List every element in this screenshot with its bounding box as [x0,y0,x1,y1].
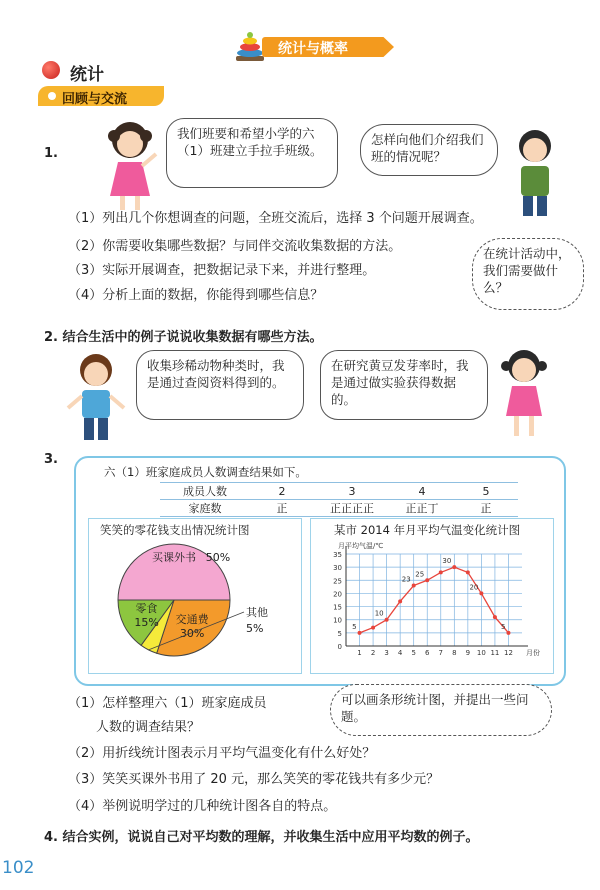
data-label: 30 [442,557,452,566]
q1-item-3: （3）实际开展调查，把数据记录下来，并进行整理。 [68,263,376,278]
data-label: 20 [469,583,479,592]
q1-left-bubble [166,118,338,188]
data-label: 5 [352,622,357,631]
x-tick-label: 5 [411,649,416,657]
q2-left-bubble-text: 收集珍稀动物种类时，我是通过查阅资料得到的。 [147,358,285,390]
y-tick-label: 10 [333,616,342,625]
q1-right-bubble-text: 怎样向他们介绍我们班的情况呢？ [371,132,484,164]
y-tick-label: 30 [333,564,342,573]
q2-right-bubble [320,350,488,420]
pie-chart-title: 笑笑的零花钱支出情况统计图 [100,523,250,537]
q3-question-4: （4）举例说明学过的几种统计图各自的特点。 [68,799,337,814]
pie-chart [100,538,300,668]
data-point [479,591,483,595]
x-tick-label: 6 [424,649,430,657]
x-tick-label: 1 [357,649,362,657]
data-point [452,565,456,569]
data-label: 5 [500,622,506,631]
x-tick-label: 12 [504,649,513,657]
pie-slice-label: 其他 [246,606,268,619]
girl-pigtails-illustration-icon [492,344,556,440]
q1-think-bubble [472,238,584,310]
q1-item-2: （2）你需要收集哪些数据？与同伴交流收集数据的方法。 [68,239,402,254]
review-tag [38,86,164,106]
data-point [385,618,389,622]
y-axis-label: 月平均气温/℃ [338,542,384,550]
table-cell: 正 [454,500,518,517]
table-cell: 2 [250,483,314,500]
q3-question-2: （2）用折线统计图表示月平均气温变化有什么好处？ [68,746,376,761]
x-tick-label: 9 [465,649,471,657]
x-tick-label: 10 [476,649,486,657]
girl-illustration-icon [96,114,166,214]
data-point [371,626,375,630]
y-tick-label: 5 [337,629,342,638]
pie-slice-percent: 15% [134,615,159,629]
x-tick-label: 2 [370,649,376,657]
q1-think-bubble-text: 在统计活动中，我们需要做什么？ [483,246,571,295]
chapter-title: 统计与概率 [278,41,348,57]
q1-number: 1. [44,146,58,161]
table-cell: 5 [454,483,518,500]
q3-question-1b: 人数的调查结果？ [96,720,201,735]
line-chart-title: 某市 2014 年月平均气温变化统计图 [334,523,521,537]
y-tick-label: 35 [333,551,342,559]
x-tick-label: 8 [452,649,457,657]
q1-item-1: （1）列出几个你想调查的问题，全班交流后，选择 3 个问题开展调查。 [68,211,483,226]
q3-question-3: （3）笑笑买课外书用了 20 元，那么笑笑的零花钱共有多少元？ [68,772,440,787]
q1-item-4: （4）分析上面的数据，你能得到哪些信息？ [68,288,324,303]
q2-text: 2. 结合生活中的例子说说收集数据有哪些方法。 [44,330,323,345]
x-tick-label: 11 [490,649,500,657]
table-cell: 正正丁 [390,500,454,517]
table-cell: 正正正正 [314,500,390,517]
data-point [398,599,402,603]
plot-area [346,554,522,646]
x-tick-label: 7 [438,649,444,657]
table-cell: 3 [314,483,390,500]
data-point [412,584,416,588]
q3-table-intro: 六（1）班家庭成员人数调查结果如下。 [104,465,307,479]
table-row-label: 成员人数 [160,483,250,500]
section-bullet-icon [42,61,60,79]
pie-slice-percent: 30% [179,626,205,640]
table-cell: 4 [390,483,454,500]
line-chart [314,536,550,670]
q2-right-bubble-text: 在研究黄豆发芽率时，我是通过做实验获得数据的。 [331,358,469,407]
table-row [160,500,518,517]
section-title: 统计 [70,65,104,85]
x-axis-label: 月份 [526,649,540,657]
pie-slice-percent: 50% [205,551,231,565]
q3-question-1a: （1）怎样整理六（1）班家庭成员 [68,696,267,711]
data-point [466,570,470,574]
q3-number: 3. [44,452,58,467]
y-tick-label: 20 [333,590,342,599]
boy-illustration-icon [505,122,565,220]
data-point [506,631,510,635]
q1-right-bubble [360,124,498,176]
y-tick-label: 0 [337,643,342,651]
pie-slice-label: 交通费 [175,612,209,626]
x-tick-label: 3 [384,649,389,657]
y-tick-label: 15 [333,603,342,612]
q1-left-bubble-text: 我们班要和希望小学的六（1）班建立手拉手班级。 [177,126,323,158]
family-tally-table [160,482,518,517]
data-point [358,631,362,635]
data-point [425,578,429,582]
x-tick-label: 4 [397,649,403,657]
boy-waving-illustration-icon [64,348,130,444]
data-point [439,570,443,574]
q3-think-bubble [330,684,552,736]
data-label: 10 [374,609,384,618]
pie-slice-label: 零食 [135,601,158,615]
data-label: 25 [415,570,425,579]
table-cell: 正 [250,500,314,517]
q2-left-bubble [136,350,304,420]
review-tag-label: 回顾与交流 [62,92,128,107]
q3-think-bubble-text: 可以画条形统计图，并提出一些问题。 [341,692,529,724]
data-label: 23 [401,575,411,584]
table-row-label: 家庭数 [160,500,250,517]
page-number: 102 [2,858,35,878]
data-point [493,615,497,619]
y-tick-label: 25 [333,577,342,586]
table-row [160,483,518,500]
pie-slice-label: 买课外书 [152,551,196,565]
pie-slice-percent: 5% [246,622,264,635]
chapter-banner [232,30,402,64]
q4-text: 4. 结合实例，说说自己对平均数的理解，并收集生活中应用平均数的例子。 [44,830,479,845]
